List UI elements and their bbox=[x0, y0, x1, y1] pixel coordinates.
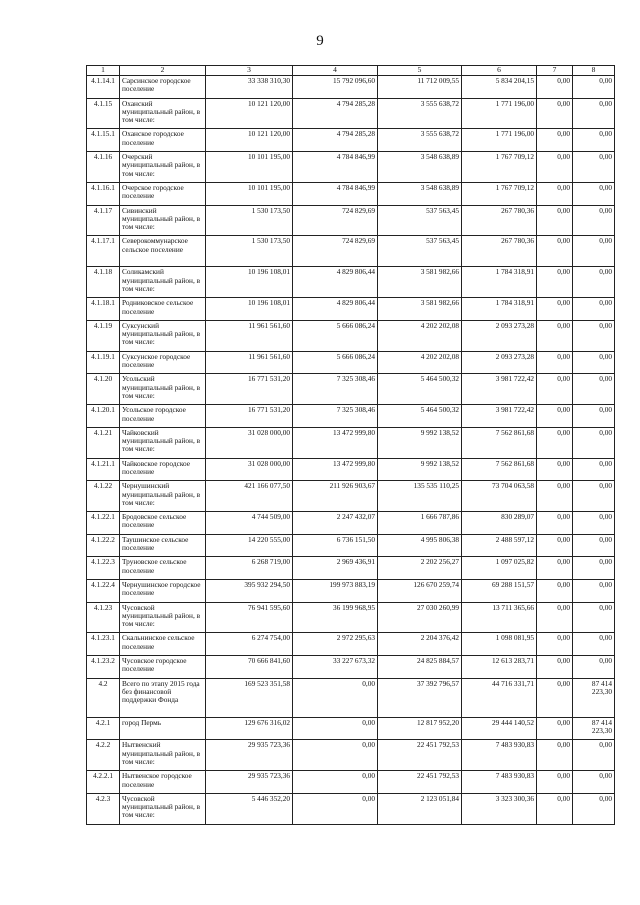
value-fund: 7 325 308,46 bbox=[293, 405, 378, 428]
value-total: 10 101 195,00 bbox=[206, 152, 293, 183]
value-col8: 0,00 bbox=[573, 534, 615, 557]
row-number: 4.1.14.1 bbox=[87, 76, 120, 99]
row-number: 4.1.22.4 bbox=[87, 579, 120, 602]
value-col8: 0,00 bbox=[573, 771, 615, 794]
value-col7: 0,00 bbox=[537, 351, 573, 374]
table-row bbox=[87, 579, 615, 602]
value-col7: 0,00 bbox=[537, 771, 573, 794]
value-col8: 0,00 bbox=[573, 740, 615, 771]
value-fund: 724 829,69 bbox=[293, 236, 378, 267]
value-col7: 0,00 bbox=[537, 205, 573, 236]
value-col8: 0,00 bbox=[573, 458, 615, 481]
row-number: 4.2.3 bbox=[87, 793, 120, 824]
value-municipal: 7 483 930,83 bbox=[462, 740, 537, 771]
row-number: 4.1.23.1 bbox=[87, 633, 120, 656]
row-name: Нытвенское городское поселение bbox=[120, 771, 206, 794]
table-row bbox=[87, 182, 615, 205]
value-total: 76 941 595,60 bbox=[206, 602, 293, 633]
row-name: Очерское городское поселение bbox=[120, 182, 206, 205]
table-row bbox=[87, 427, 615, 458]
value-municipal: 1 767 709,12 bbox=[462, 182, 537, 205]
row-number: 4.2 bbox=[87, 678, 120, 717]
table-row bbox=[87, 717, 615, 740]
value-municipal: 830 289,07 bbox=[462, 512, 537, 535]
row-number: 4.1.22.1 bbox=[87, 512, 120, 535]
row-name: Таушинское сельское поселение bbox=[120, 534, 206, 557]
value-total: 16 771 531,20 bbox=[206, 405, 293, 428]
table-body bbox=[87, 66, 615, 825]
row-number: 4.1.18.1 bbox=[87, 298, 120, 321]
value-fund: 0,00 bbox=[293, 740, 378, 771]
value-total: 10 121 120,00 bbox=[206, 129, 293, 152]
row-name: Чернушинское городское поселение bbox=[120, 579, 206, 602]
value-total: 11 961 561,60 bbox=[206, 320, 293, 351]
value-col7: 0,00 bbox=[537, 602, 573, 633]
value-total: 4 744 509,00 bbox=[206, 512, 293, 535]
value-col7: 0,00 bbox=[537, 298, 573, 321]
value-total: 70 666 841,60 bbox=[206, 656, 293, 679]
value-municipal: 13 711 365,66 bbox=[462, 602, 537, 633]
value-col8: 0,00 bbox=[573, 267, 615, 298]
table-row bbox=[87, 678, 615, 717]
row-name: Усольский муниципальный район, в том числе: bbox=[120, 374, 206, 405]
value-region: 3 581 982,66 bbox=[378, 267, 462, 298]
value-municipal: 2 093 273,28 bbox=[462, 351, 537, 374]
value-col8: 0,00 bbox=[573, 76, 615, 99]
value-col7: 0,00 bbox=[537, 793, 573, 824]
row-name: Чусовской муниципальный район, в том числе: bbox=[120, 793, 206, 824]
row-name: Нытвенский муниципальный район, в том числе: bbox=[120, 740, 206, 771]
value-fund: 199 973 883,19 bbox=[293, 579, 378, 602]
value-col8: 0,00 bbox=[573, 512, 615, 535]
value-col7: 0,00 bbox=[537, 374, 573, 405]
value-municipal: 1 784 318,91 bbox=[462, 267, 537, 298]
value-col7: 0,00 bbox=[537, 678, 573, 717]
value-region: 37 392 796,57 bbox=[378, 678, 462, 717]
row-number: 4.1.19 bbox=[87, 320, 120, 351]
value-fund: 36 199 968,95 bbox=[293, 602, 378, 633]
value-municipal: 73 704 063,58 bbox=[462, 481, 537, 512]
value-region: 126 670 259,74 bbox=[378, 579, 462, 602]
value-col8: 0,00 bbox=[573, 579, 615, 602]
value-fund: 7 325 308,46 bbox=[293, 374, 378, 405]
column-header: 4 bbox=[293, 66, 378, 76]
value-total: 6 268 719,00 bbox=[206, 557, 293, 580]
value-region: 11 712 009,55 bbox=[378, 76, 462, 99]
value-total: 169 523 351,58 bbox=[206, 678, 293, 717]
value-total: 1 530 173,50 bbox=[206, 236, 293, 267]
value-col7: 0,00 bbox=[537, 458, 573, 481]
value-municipal: 267 780,36 bbox=[462, 205, 537, 236]
value-fund: 4 829 806,44 bbox=[293, 267, 378, 298]
row-number: 4.1.15.1 bbox=[87, 129, 120, 152]
column-header: 7 bbox=[537, 66, 573, 76]
value-col8: 0,00 bbox=[573, 205, 615, 236]
value-fund: 5 666 086,24 bbox=[293, 320, 378, 351]
value-col7: 0,00 bbox=[537, 236, 573, 267]
value-region: 27 030 260,99 bbox=[378, 602, 462, 633]
value-total: 31 028 000,00 bbox=[206, 458, 293, 481]
value-region: 2 204 376,42 bbox=[378, 633, 462, 656]
value-total: 6 274 754,00 bbox=[206, 633, 293, 656]
row-number: 4.1.21 bbox=[87, 427, 120, 458]
table-row bbox=[87, 267, 615, 298]
value-municipal: 1 098 081,95 bbox=[462, 633, 537, 656]
value-fund: 211 926 903,67 bbox=[293, 481, 378, 512]
value-fund: 0,00 bbox=[293, 717, 378, 740]
value-fund: 0,00 bbox=[293, 678, 378, 717]
value-col7: 0,00 bbox=[537, 182, 573, 205]
row-number: 4.1.15 bbox=[87, 98, 120, 129]
table-row bbox=[87, 656, 615, 679]
value-region: 135 535 110,25 bbox=[378, 481, 462, 512]
value-col8: 0,00 bbox=[573, 298, 615, 321]
value-fund: 4 794 285,28 bbox=[293, 98, 378, 129]
value-region: 3 555 638,72 bbox=[378, 98, 462, 129]
value-col8: 0,00 bbox=[573, 320, 615, 351]
value-col8: 87 414 223,30 bbox=[573, 678, 615, 717]
value-col8: 0,00 bbox=[573, 481, 615, 512]
value-col7: 0,00 bbox=[537, 557, 573, 580]
value-region: 2 123 051,84 bbox=[378, 793, 462, 824]
table-row bbox=[87, 320, 615, 351]
value-col8: 0,00 bbox=[573, 656, 615, 679]
row-number: 4.1.17 bbox=[87, 205, 120, 236]
row-name: Родниковское сельское поселение bbox=[120, 298, 206, 321]
value-municipal: 2 093 273,28 bbox=[462, 320, 537, 351]
value-col8: 0,00 bbox=[573, 182, 615, 205]
value-col7: 0,00 bbox=[537, 405, 573, 428]
value-col8: 0,00 bbox=[573, 374, 615, 405]
value-fund: 0,00 bbox=[293, 793, 378, 824]
table-row bbox=[87, 512, 615, 535]
value-fund: 724 829,69 bbox=[293, 205, 378, 236]
value-municipal: 44 716 331,71 bbox=[462, 678, 537, 717]
value-col7: 0,00 bbox=[537, 740, 573, 771]
value-region: 24 825 884,57 bbox=[378, 656, 462, 679]
value-municipal: 2 488 597,12 bbox=[462, 534, 537, 557]
row-name: Чайковское городское поселение bbox=[120, 458, 206, 481]
value-municipal: 3 981 722,42 bbox=[462, 405, 537, 428]
value-region: 3 555 638,72 bbox=[378, 129, 462, 152]
value-total: 421 166 077,50 bbox=[206, 481, 293, 512]
value-region: 4 202 202,08 bbox=[378, 351, 462, 374]
value-col7: 0,00 bbox=[537, 579, 573, 602]
row-name: Очерский муниципальный район, в том числе: bbox=[120, 152, 206, 183]
value-region: 5 464 500,32 bbox=[378, 405, 462, 428]
value-municipal: 3 981 722,42 bbox=[462, 374, 537, 405]
value-region: 3 548 638,89 bbox=[378, 182, 462, 205]
row-number: 4.2.1 bbox=[87, 717, 120, 740]
value-total: 395 932 294,50 bbox=[206, 579, 293, 602]
value-total: 10 121 120,00 bbox=[206, 98, 293, 129]
value-col7: 0,00 bbox=[537, 76, 573, 99]
row-name: Усольское городское поселение bbox=[120, 405, 206, 428]
row-name: Всего по этапу 2015 года без финансовой поддержки Фонда bbox=[120, 678, 206, 717]
value-region: 9 992 138,52 bbox=[378, 458, 462, 481]
value-fund: 4 784 846,99 bbox=[293, 182, 378, 205]
value-col8: 0,00 bbox=[573, 98, 615, 129]
value-municipal: 1 784 318,91 bbox=[462, 298, 537, 321]
value-fund: 5 666 086,24 bbox=[293, 351, 378, 374]
row-number: 4.1.22 bbox=[87, 481, 120, 512]
row-name: Суксунский муниципальный район, в том числе: bbox=[120, 320, 206, 351]
value-region: 537 563,45 bbox=[378, 236, 462, 267]
row-name: Чусовское городское поселение bbox=[120, 656, 206, 679]
table-row bbox=[87, 374, 615, 405]
value-fund: 6 736 151,50 bbox=[293, 534, 378, 557]
value-municipal: 7 562 861,68 bbox=[462, 458, 537, 481]
row-number: 4.1.20 bbox=[87, 374, 120, 405]
row-name: Сарсинское городское поселение bbox=[120, 76, 206, 99]
table-row bbox=[87, 205, 615, 236]
column-header: 3 bbox=[206, 66, 293, 76]
value-total: 14 220 555,00 bbox=[206, 534, 293, 557]
value-region: 537 563,45 bbox=[378, 205, 462, 236]
column-header: 5 bbox=[378, 66, 462, 76]
row-number: 4.1.16.1 bbox=[87, 182, 120, 205]
value-municipal: 1 097 025,82 bbox=[462, 557, 537, 580]
value-fund: 2 972 295,63 bbox=[293, 633, 378, 656]
value-fund: 0,00 bbox=[293, 771, 378, 794]
table-row bbox=[87, 236, 615, 267]
value-region: 1 666 787,86 bbox=[378, 512, 462, 535]
value-col7: 0,00 bbox=[537, 512, 573, 535]
column-header: 6 bbox=[462, 66, 537, 76]
value-col7: 0,00 bbox=[537, 98, 573, 129]
row-name: Чайковский муниципальный район, в том числе: bbox=[120, 427, 206, 458]
value-col7: 0,00 bbox=[537, 320, 573, 351]
value-col7: 0,00 bbox=[537, 129, 573, 152]
value-fund: 4 829 806,44 bbox=[293, 298, 378, 321]
table-row bbox=[87, 98, 615, 129]
row-name: Чусовской муниципальный район, в том числе: bbox=[120, 602, 206, 633]
value-col7: 0,00 bbox=[537, 481, 573, 512]
row-name: Скальнинское сельское поселение bbox=[120, 633, 206, 656]
value-total: 10 196 108,01 bbox=[206, 298, 293, 321]
row-name: Чернушинский муниципальный район, в том числе: bbox=[120, 481, 206, 512]
table-row bbox=[87, 534, 615, 557]
value-fund: 13 472 999,80 bbox=[293, 427, 378, 458]
table-row bbox=[87, 298, 615, 321]
value-fund: 4 794 285,28 bbox=[293, 129, 378, 152]
value-col8: 0,00 bbox=[573, 557, 615, 580]
value-col8: 0,00 bbox=[573, 427, 615, 458]
row-name: Соликамский муниципальный район, в том числе: bbox=[120, 267, 206, 298]
value-total: 5 446 352,20 bbox=[206, 793, 293, 824]
column-header: 2 bbox=[120, 66, 206, 76]
value-region: 2 202 256,27 bbox=[378, 557, 462, 580]
value-col8: 0,00 bbox=[573, 405, 615, 428]
row-number: 4.1.21.1 bbox=[87, 458, 120, 481]
value-col8: 0,00 bbox=[573, 793, 615, 824]
value-municipal: 12 613 283,71 bbox=[462, 656, 537, 679]
value-fund: 33 227 673,32 bbox=[293, 656, 378, 679]
value-col8: 0,00 bbox=[573, 633, 615, 656]
value-col8: 87 414 223,30 bbox=[573, 717, 615, 740]
value-col7: 0,00 bbox=[537, 152, 573, 183]
table-row bbox=[87, 351, 615, 374]
table-header-row bbox=[87, 66, 615, 76]
table-row bbox=[87, 793, 615, 824]
value-col7: 0,00 bbox=[537, 534, 573, 557]
value-col8: 0,00 bbox=[573, 236, 615, 267]
value-fund: 2 247 432,07 bbox=[293, 512, 378, 535]
row-name: Сивинский муниципальный район, в том числе: bbox=[120, 205, 206, 236]
value-municipal: 5 834 204,15 bbox=[462, 76, 537, 99]
value-municipal: 267 780,36 bbox=[462, 236, 537, 267]
value-total: 29 935 723,36 bbox=[206, 740, 293, 771]
value-col7: 0,00 bbox=[537, 267, 573, 298]
value-total: 29 935 723,36 bbox=[206, 771, 293, 794]
row-number: 4.1.23.2 bbox=[87, 656, 120, 679]
data-table bbox=[86, 65, 615, 825]
value-municipal: 1 771 196,00 bbox=[462, 129, 537, 152]
row-number: 4.1.22.3 bbox=[87, 557, 120, 580]
value-fund: 15 792 096,60 bbox=[293, 76, 378, 99]
table-row bbox=[87, 405, 615, 428]
table-row bbox=[87, 458, 615, 481]
value-total: 31 028 000,00 bbox=[206, 427, 293, 458]
row-number: 4.1.22.2 bbox=[87, 534, 120, 557]
value-region: 12 817 952,20 bbox=[378, 717, 462, 740]
value-total: 10 196 108,01 bbox=[206, 267, 293, 298]
column-header: 1 bbox=[87, 66, 120, 76]
row-name: Суксунское городское поселение bbox=[120, 351, 206, 374]
value-region: 3 581 982,66 bbox=[378, 298, 462, 321]
value-region: 22 451 792,53 bbox=[378, 771, 462, 794]
row-name: Северокоммунарское сельское поселение bbox=[120, 236, 206, 267]
value-total: 11 961 561,60 bbox=[206, 351, 293, 374]
value-col7: 0,00 bbox=[537, 633, 573, 656]
value-fund: 2 969 436,91 bbox=[293, 557, 378, 580]
value-region: 5 464 500,32 bbox=[378, 374, 462, 405]
value-total: 10 101 195,00 bbox=[206, 182, 293, 205]
page-number: 9 bbox=[316, 33, 324, 49]
value-total: 129 676 316,02 bbox=[206, 717, 293, 740]
row-name: Труновское сельское поселение bbox=[120, 557, 206, 580]
table-row bbox=[87, 152, 615, 183]
value-municipal: 1 767 709,12 bbox=[462, 152, 537, 183]
row-number: 4.1.17.1 bbox=[87, 236, 120, 267]
value-region: 9 992 138,52 bbox=[378, 427, 462, 458]
table-row bbox=[87, 602, 615, 633]
table-row bbox=[87, 771, 615, 794]
value-fund: 4 784 846,99 bbox=[293, 152, 378, 183]
value-col7: 0,00 bbox=[537, 427, 573, 458]
row-number: 4.1.19.1 bbox=[87, 351, 120, 374]
row-number: 4.2.2 bbox=[87, 740, 120, 771]
value-municipal: 7 562 861,68 bbox=[462, 427, 537, 458]
value-region: 22 451 792,53 bbox=[378, 740, 462, 771]
value-municipal: 3 323 300,36 bbox=[462, 793, 537, 824]
value-fund: 13 472 999,80 bbox=[293, 458, 378, 481]
row-number: 4.1.16 bbox=[87, 152, 120, 183]
row-name: Оханский муниципальный район, в том числе: bbox=[120, 98, 206, 129]
table-row bbox=[87, 481, 615, 512]
row-name: Бродовское сельское поселение bbox=[120, 512, 206, 535]
value-col7: 0,00 bbox=[537, 717, 573, 740]
value-total: 1 530 173,50 bbox=[206, 205, 293, 236]
row-name: город Пермь bbox=[120, 717, 206, 740]
value-col7: 0,00 bbox=[537, 656, 573, 679]
row-number: 4.1.18 bbox=[87, 267, 120, 298]
value-col8: 0,00 bbox=[573, 129, 615, 152]
value-region: 3 548 638,89 bbox=[378, 152, 462, 183]
table-row bbox=[87, 557, 615, 580]
table-row bbox=[87, 76, 615, 99]
value-total: 33 338 310,30 bbox=[206, 76, 293, 99]
table-row bbox=[87, 633, 615, 656]
value-municipal: 29 444 140,52 bbox=[462, 717, 537, 740]
table-row bbox=[87, 129, 615, 152]
value-municipal: 69 288 151,57 bbox=[462, 579, 537, 602]
column-header: 8 bbox=[573, 66, 615, 76]
row-number: 4.1.20.1 bbox=[87, 405, 120, 428]
value-region: 4 995 806,38 bbox=[378, 534, 462, 557]
row-number: 4.2.2.1 bbox=[87, 771, 120, 794]
row-number: 4.1.23 bbox=[87, 602, 120, 633]
value-municipal: 1 771 196,00 bbox=[462, 98, 537, 129]
row-name: Оханское городское поселение bbox=[120, 129, 206, 152]
value-col8: 0,00 bbox=[573, 602, 615, 633]
value-col8: 0,00 bbox=[573, 351, 615, 374]
table-row bbox=[87, 740, 615, 771]
value-total: 16 771 531,20 bbox=[206, 374, 293, 405]
value-municipal: 7 483 930,83 bbox=[462, 771, 537, 794]
value-col8: 0,00 bbox=[573, 152, 615, 183]
value-region: 4 202 202,08 bbox=[378, 320, 462, 351]
